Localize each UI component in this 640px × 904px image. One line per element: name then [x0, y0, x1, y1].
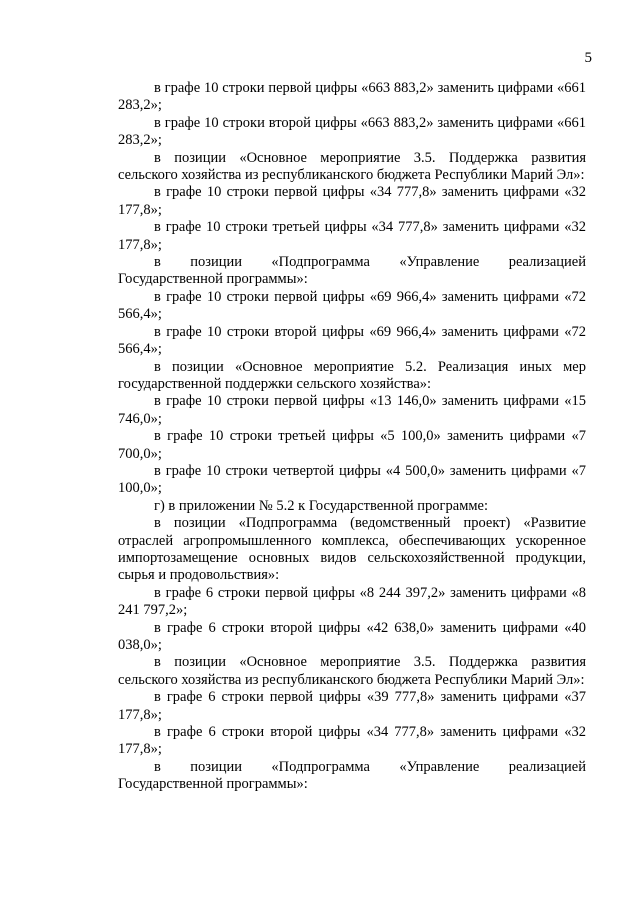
paragraph: в графе 10 строки третьей цифры «34 777,8» заменить цифрами «32 177,8»;: [118, 219, 586, 253]
paragraph: в позиции «Подпрограмма (ведомственный проект) «Развитие отраслей агропромышленного комплекса, обеспечивающих ускоренное импортозамещение основных видов сельскохозяйственной продукции, сырья и продовольствия»:: [118, 515, 586, 584]
paragraph: в графе 6 строки первой цифры «39 777,8» заменить цифрами «37 177,8»;: [118, 689, 586, 723]
paragraph: в позиции «Подпрограмма «Управление реализацией Государственной программы»:: [118, 254, 586, 288]
page-number: 5: [584, 50, 592, 66]
paragraph: в графе 10 строки второй цифры «663 883,2» заменить цифрами «661 283,2»;: [118, 114, 586, 149]
paragraph: в позиции «Подпрограмма «Управление реализацией Государственной программы»:: [118, 758, 586, 793]
paragraph: в позиции «Основное мероприятие 3.5. Поддержка развития сельского хозяйства из республиканского бюджета Республики Марий Эл»:: [118, 654, 586, 688]
paragraph: в графе 6 строки первой цифры «8 244 397,2» заменить цифрами «8 241 797,2»;: [118, 584, 586, 619]
paragraph: в позиции «Основное мероприятие 5.2. Реализация иных мер государственной поддержки сельского хозяйства»:: [118, 358, 586, 392]
paragraph: в графе 6 строки второй цифры «42 638,0» заменить цифрами «40 038,0»;: [118, 619, 586, 653]
paragraph: г) в приложении № 5.2 к Государственной программе:: [154, 497, 489, 514]
paragraph: в графе 6 строки второй цифры «34 777,8» заменить цифрами «32 177,8»;: [118, 724, 586, 758]
paragraph: в позиции «Основное мероприятие 3.5. Поддержка развития сельского хозяйства из республиканского бюджета Республики Марий Эл»:: [118, 149, 586, 184]
paragraph: в графе 10 строки первой цифры «69 966,4» заменить цифрами «72 566,4»;: [118, 288, 586, 323]
paragraph: в графе 10 строки четвертой цифры «4 500,0» заменить цифрами «7 100,0»;: [118, 462, 586, 497]
paragraph: в графе 10 строки первой цифры «663 883,2» заменить цифрами «661 283,2»;: [118, 80, 586, 114]
paragraph: в графе 10 строки второй цифры «69 966,4» заменить цифрами «72 566,4»;: [118, 323, 586, 358]
paragraph: в графе 10 строки первой цифры «13 146,0» заменить цифрами «15 746,0»;: [118, 393, 586, 427]
document-body: [118, 80, 586, 794]
paragraph: в графе 10 строки третьей цифры «5 100,0» заменить цифрами «7 700,0»;: [118, 428, 586, 462]
paragraph: в графе 10 строки первой цифры «34 777,8» заменить цифрами «32 177,8»;: [118, 184, 586, 218]
